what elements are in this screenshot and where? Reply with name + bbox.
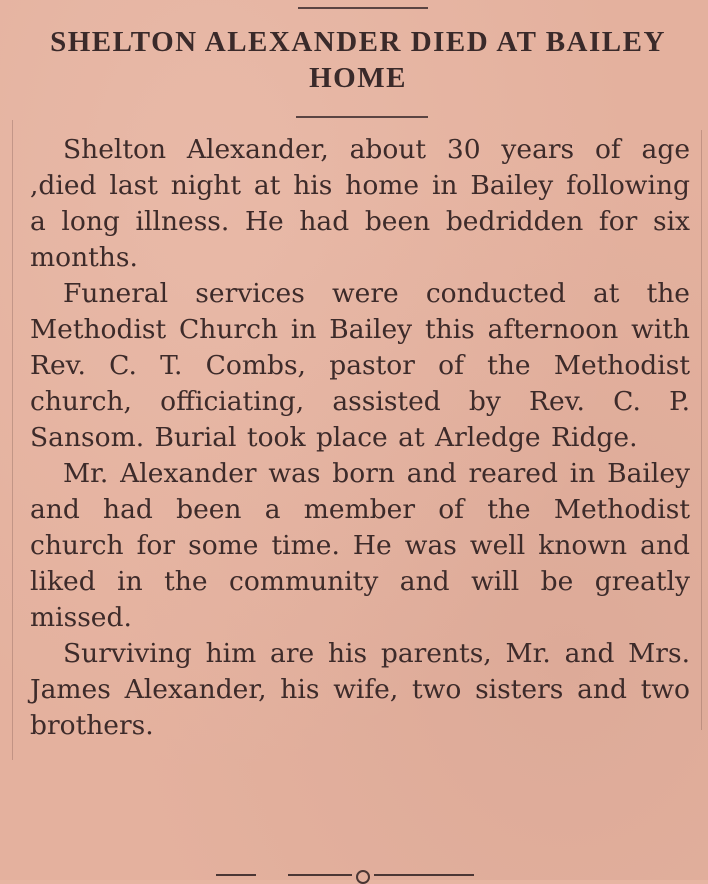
clipping-left-edge — [12, 120, 13, 760]
article-headline: SHELTON ALEXANDER DIED AT BAILEY HOME — [50, 26, 666, 94]
paragraph-biography: Mr. Alexander was born and reared in Bailey and had been a member of the Methodist church for some time. He was well known and liked in the community and will be greatly missed. — [30, 458, 690, 633]
clipping-right-edge — [701, 130, 702, 730]
paragraph-survivors: Surviving him are his parents, Mr. and Mrs. James Alexander, his wife, two sisters and two brothers. — [30, 638, 690, 741]
headline-rule — [296, 116, 428, 118]
ornament-circle-icon — [356, 870, 370, 884]
paragraph-funeral: Funeral services were conducted at the Methodist Church in Bailey this afternoon with Rev. C. T. Combs, pastor of the Methodist church, officiating, assisted by Rev. C. P. Sansom. Burial took place at Arledge Ridge. — [30, 278, 690, 453]
top-rule — [298, 7, 428, 9]
article-body — [30, 132, 690, 744]
end-ornament-rule — [216, 870, 516, 880]
paragraph-death-notice: Shelton Alexander, about 30 years of age ,died last night at his home in Bailey following a long illness. He had been bedridden for six months. — [30, 134, 690, 273]
